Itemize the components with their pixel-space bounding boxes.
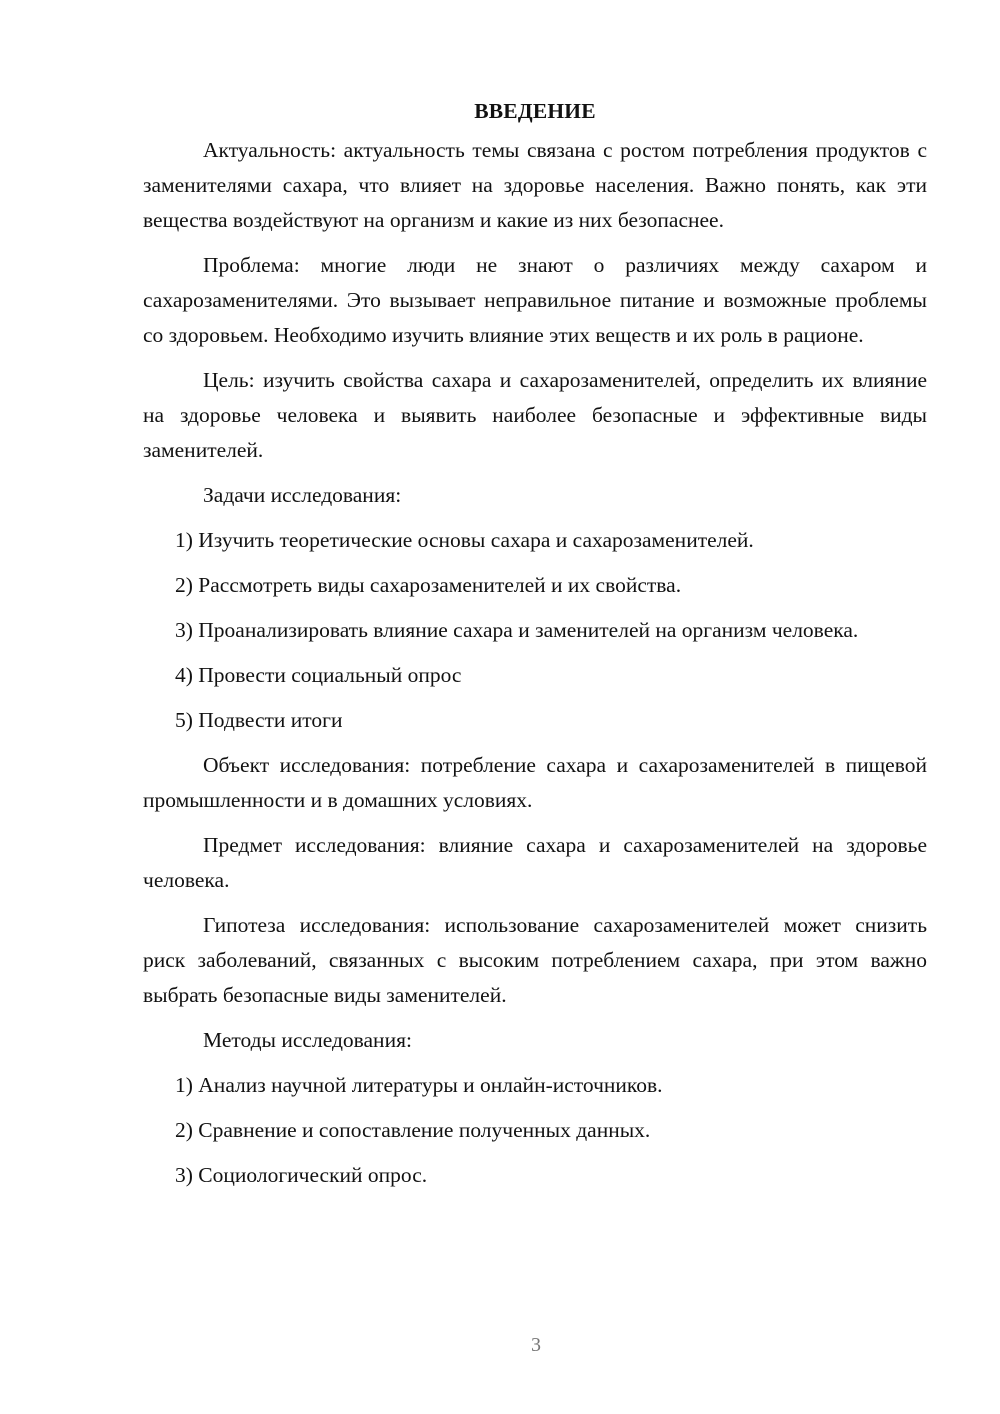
list-item: 5) Подвести итоги	[175, 708, 343, 732]
tasks-heading: Задачи исследования:	[203, 483, 402, 507]
tasks-list	[143, 523, 927, 738]
list-item: 1) Анализ научной литературы и онлайн-источников.	[175, 1073, 663, 1097]
hypothesis-paragraph: Гипотеза исследования: использование сахарозаменителей может снизить риск заболеваний, связанных с высоким потреблением сахара, при этом важно выбрать безопасные виды заменителей.	[143, 913, 927, 1007]
methods-heading: Методы исследования:	[203, 1028, 412, 1052]
list-item: 2) Рассмотреть виды сахарозаменителей и их свойства.	[175, 573, 682, 597]
list-item: 1) Изучить теоретические основы сахара и сахарозаменителей.	[175, 528, 754, 552]
list-item: 2) Сравнение и сопоставление полученных данных.	[175, 1118, 651, 1142]
list-item: 3) Проанализировать влияние сахара и заменителей на организм человека.	[175, 618, 859, 642]
goal-paragraph: Цель: изучить свойства сахара и сахарозаменителей, определить их влияние на здоровье человека и выявить наиболее безопасные и эффективные виды заменителей.	[143, 368, 927, 462]
object-paragraph: Объект исследования: потребление сахара и сахарозаменителей в пищевой промышленности и в домашних условиях.	[143, 753, 927, 812]
list-item: 4) Провести социальный опрос	[175, 663, 462, 687]
section-heading: ВВЕДЕНИЕ	[474, 99, 596, 123]
relevance-paragraph: Актуальность: актуальность темы связана с ростом потребления продуктов с заменителями сахара, что влияет на здоровье населения. Важно понять, как эти вещества воздействуют на организм и какие из них безопаснее.	[143, 138, 927, 232]
methods-list	[143, 1068, 927, 1193]
list-item: 3) Социологический опрос.	[175, 1163, 428, 1187]
page-number: 3	[531, 1334, 541, 1356]
problem-paragraph: Проблема: многие люди не знают о различиях между сахаром и сахарозаменителями. Это вызывает неправильное питание и возможные проблемы со здоровьем. Необходимо изучить влияние этих веществ и их роль в рационе.	[143, 253, 927, 347]
document-body	[143, 94, 927, 1203]
subject-paragraph: Предмет исследования: влияние сахара и сахарозаменителей на здоровье человека.	[143, 833, 927, 892]
